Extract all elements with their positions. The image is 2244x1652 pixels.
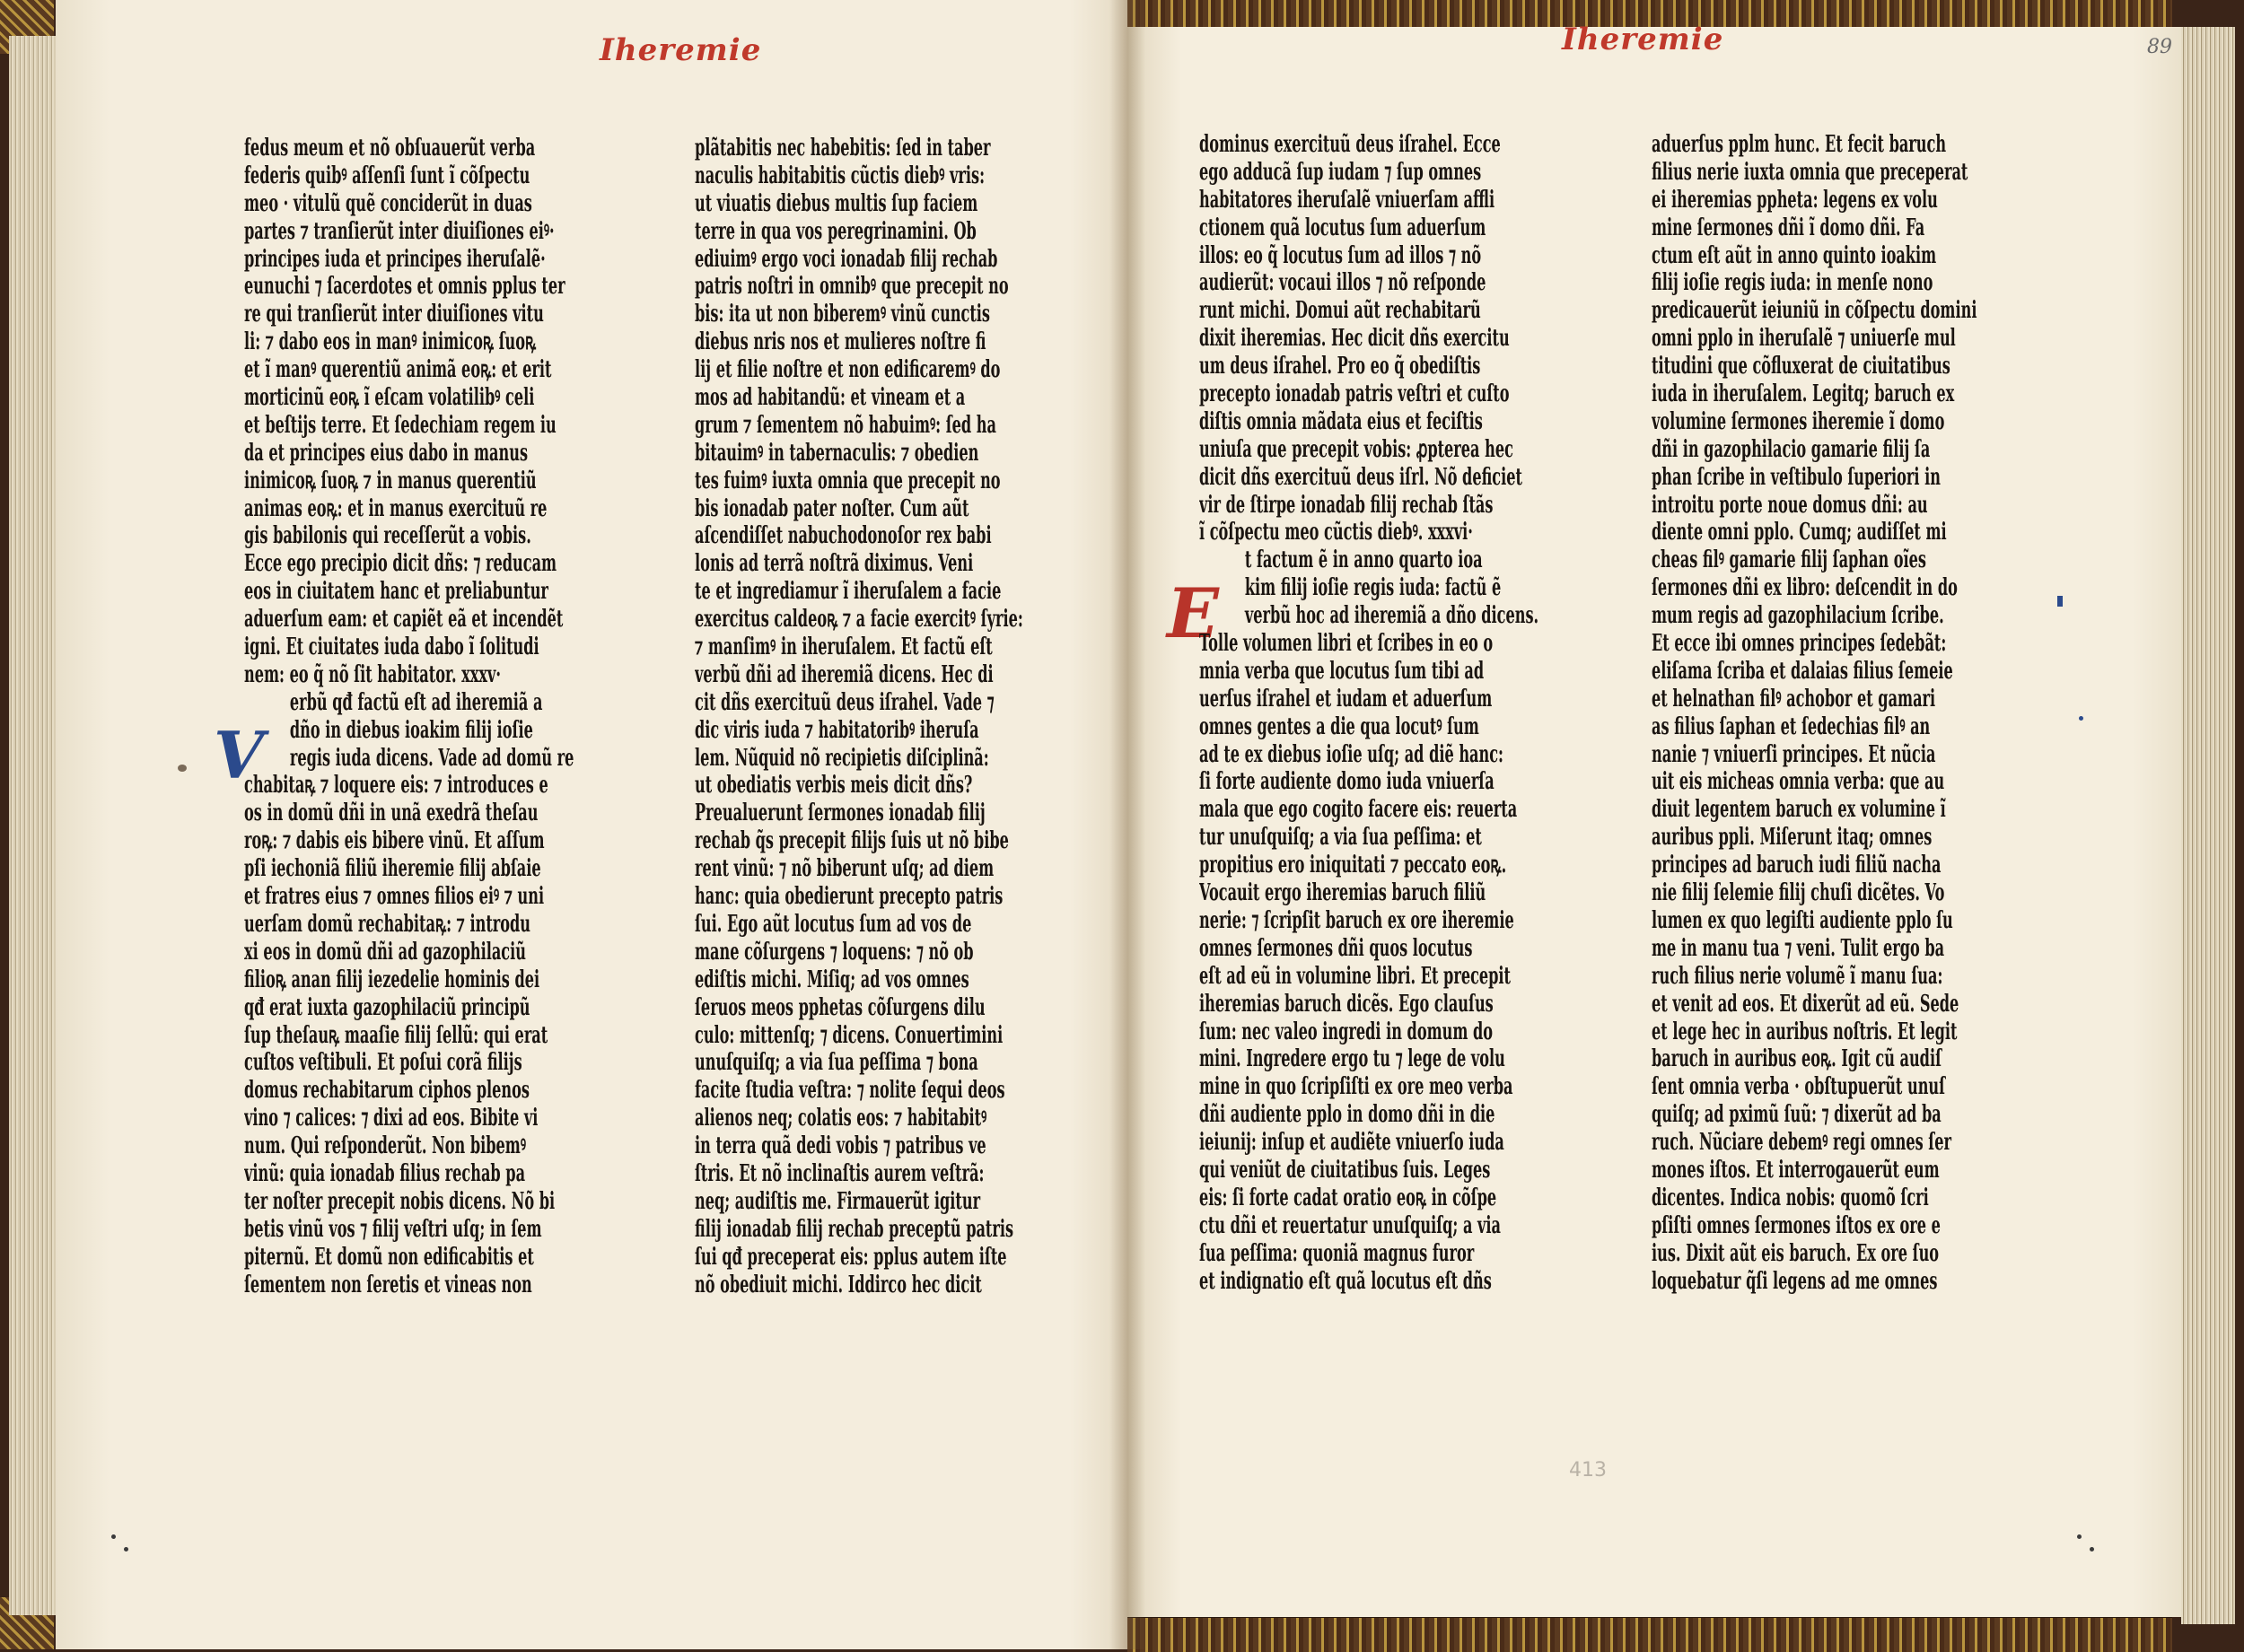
text-line: pſiſti omnes ſermones iſtos ex ore e <box>1652 1211 1941 1239</box>
text-line: et helnathan filꝰ achobor et gamari <box>1652 685 1936 712</box>
text-line: ter noſter precepit nobis dicens. Nõ bi <box>244 1187 556 1215</box>
text-line: igni. Et ciuitates iuda dabo ĩ ſolitudi <box>244 634 539 661</box>
text-line: diſtis omnia mãdata eius et feciſtis <box>1199 407 1483 435</box>
pencil-annotation: 413 <box>1569 1459 1607 1482</box>
text-line: ⁊ manſimꝰ in iheruſalem. Et factũ eſt <box>695 634 993 661</box>
text-line: iuda in iheruſalem. Legitq; baruch ex <box>1652 380 1955 408</box>
text-line: num. Qui reſponderũt. Non bibemꝰ <box>244 1132 527 1160</box>
text-line: mones iſtos. Et interrogauerũt eum <box>1652 1156 1940 1184</box>
text-line: me in manu tua ⁊ veni. Tulit ergo ba <box>1652 934 1945 962</box>
text-line: morticinũ eoꝶ ĩ eſcam volatilibꝰ celi <box>244 384 535 412</box>
text-line: um deus iſrahel. Pro eo q̃ obediſtis <box>1199 353 1481 380</box>
text-line: ſtris. Et nõ inclinaſtis aurem veſtrã: <box>695 1159 985 1187</box>
text-line: uerſam domũ rechabitaꝶ: ⁊ introdu <box>244 910 531 938</box>
text-line: dominus exercituũ deus iſrahel. Ecce <box>1199 131 1501 158</box>
text-line: filioꝶ anan filij iezedelie hominis dei <box>244 966 540 993</box>
text-line: mini. Ingredere ergo tu ⁊ lege de volu <box>1199 1045 1505 1073</box>
text-line: filij ioſie regis iuda: in menſe nono <box>1652 269 1933 297</box>
text-line: ieiunij: inſup et audiẽte vniuerſo iuda <box>1199 1129 1504 1157</box>
text-line: ad te ex diebus ioſie uſq; ad diẽ hanc: <box>1199 740 1503 768</box>
text-line: ruch filius nerie volumẽ ĩ manu ſua: <box>1652 962 1943 990</box>
text-line: uniuſa que precepit vobis: ꝓpterea hec <box>1199 435 1513 463</box>
text-line: nõ obediuit michi. Iddirco hec dicit <box>695 1271 982 1298</box>
text-line: omnes ſermones dñi quos locutus <box>1199 934 1473 962</box>
text-line: li: ⁊ dabo eos in manꝰ inimicoꝶ ſuoꝶ <box>244 328 537 356</box>
text-line: betis vinũ vos ⁊ filij veſtri uſq; in ſem <box>244 1215 542 1243</box>
text-line: eliſama ſcriba et dalaias filius ſemeie <box>1652 657 1953 685</box>
text-line: domus rechabitarum ciphos plenos <box>244 1077 530 1105</box>
text-line: illos: eo q̃ locutus ſum ad illos ⁊ nõ <box>1199 241 1482 269</box>
text-line: propitius ero iniquitati ⁊ peccato eoꝶ. <box>1199 852 1507 879</box>
text-line: ctu dñi et reuertatur unuſquiſq; a via <box>1199 1211 1501 1239</box>
illuminated-initial-e: E <box>1167 573 1219 653</box>
text-line: bitauimꝰ in tabernaculis: ⁊ obedien <box>695 439 979 467</box>
text-line: os in domũ dñi in unã exedrã theſau <box>244 800 539 827</box>
text-line: exercitus caldeoꝶ ⁊ a facie exercitꝰ ſyrie: <box>695 606 1023 634</box>
text-line: nie filij ſelemie filij chuſi dicẽtes. Vo <box>1652 879 1945 907</box>
text-line: as filius ſaphan et ſedechias filꝰ an <box>1652 712 1931 740</box>
text-line: et venit ad eos. Et dixerũt ad eũ. Sede <box>1652 990 1959 1018</box>
text-line: rechab q̃s precepit filijs ſuis ut nõ bibe <box>695 827 1009 855</box>
text-line: roꝶ: ⁊ dabis eis bibere vinũ. Et aſſum <box>244 827 545 855</box>
text-line: mine in quo ſcripſiſti ex ore meo verba <box>1199 1073 1513 1101</box>
text-line: eunuchi ⁊ ſacerdotes et omnis pplus ter <box>244 273 565 301</box>
illuminated-initial-v: V <box>214 717 264 793</box>
text-line: aſcendiſſet nabuchodonoſor rex babi <box>695 522 992 550</box>
text-line: auribus ppli. Miſerunt itaq; omnes <box>1652 824 1933 852</box>
text-line: phan ſcribe in veſtibulo ſuperiori in <box>1652 463 1941 491</box>
text-line: diente omni pplo. Cumq; audiſſet mi <box>1652 519 1947 546</box>
text-line: habitatores iheruſalẽ vniuerſam affli <box>1199 186 1495 214</box>
text-line: mum regis ad gazophilacium ſcribe. <box>1652 602 1944 630</box>
text-line: filij ionadab filij rechab preceptũ patris <box>695 1215 1014 1243</box>
text-line: nerie: ⁊ ſcripſit baruch ex ore iheremie <box>1199 906 1514 934</box>
text-line: tur unuſquiſq; a via ſua peſſima: et <box>1199 824 1482 852</box>
text-line: facite ſtudia veſtra: ⁊ nolite ſequi deos <box>695 1077 1005 1105</box>
text-column-2 <box>695 135 1068 1298</box>
text-line: volumine ſermones iheremie ĩ domo <box>1652 407 1945 435</box>
text-line: unuſquiſq; a via ſua peſſima ⁊ bona <box>695 1049 978 1077</box>
text-line: runt michi. Domui aũt rechabitarũ <box>1199 297 1481 325</box>
text-line: eſt ad eũ in volumine libri. Et precepit <box>1199 962 1511 990</box>
text-line: verbũ hoc ad iheremiã a dño dicens. <box>1244 602 1539 630</box>
text-line: culo: mittenſq; ⁊ dicens. Conuertimini <box>695 1021 1004 1049</box>
text-line: quiſq; ad pximũ ſuũ: ⁊ dixerũt ad ba <box>1652 1101 1942 1129</box>
text-line: naculis habitabitis cũctis diebꝰ vris: <box>695 162 986 189</box>
text-line: te et ingrediamur ĩ iheruſalem a facie <box>695 578 1002 606</box>
text-line: kim filij ioſie regis iuda: factũ ẽ <box>1244 574 1502 602</box>
text-line: patris noſtri in omnibꝰ que precepit no <box>695 273 1009 301</box>
text-line: et indignatio eſt quã locutus eſt dñs <box>1199 1267 1492 1295</box>
text-line: vino ⁊ calices: ⁊ dixi ad eos. Bibite vi <box>244 1105 539 1132</box>
text-line: ſui. Ego aũt locutus ſum ad vos de <box>695 910 972 938</box>
text-line: precepto ionadab patris veſtri et cuſto <box>1199 380 1510 408</box>
text-line: et lege hec in auribus noſtris. Et legit <box>1652 1018 1958 1045</box>
text-line: iheremias baruch dicẽs. Ego clauſus <box>1199 990 1494 1018</box>
text-line: ĩ cõſpectu meo cũctis diebꝰ. xxxvi· <box>1199 519 1473 546</box>
text-line: partes ⁊ tranſierũt inter diuiſiones eiꝰ· <box>244 217 555 245</box>
text-line: aduerſus pplm hunc. Et fecit baruch <box>1652 131 1947 158</box>
text-line: nem: eo q̃ nõ ſit habitator. xxxv· <box>244 660 502 688</box>
text-column-4 <box>1652 131 2025 1295</box>
text-line: eos in ciuitatem hanc et preliabuntur <box>244 578 548 606</box>
text-line: eis: ſi forte cadat oratio eoꝶ in cõſpe <box>1199 1184 1497 1211</box>
text-line: ſermones dñi ex libro: deſcendit in do <box>1652 574 1958 602</box>
text-line: lumen ex quo legiſti audiente pplo ſu <box>1652 906 1953 934</box>
text-line: cuſtos veſtibuli. Et poſui corã filijs <box>244 1049 522 1077</box>
text-line: omnes gentes a die qua locutꝰ ſum <box>1199 712 1479 740</box>
text-line: dicentes. Indica nobis: quomõ ſcri <box>1652 1184 1929 1211</box>
text-line: grum ⁊ ſementem nõ habuimꝰ: ſed ha <box>695 411 996 439</box>
text-line: et beſtijs terre. Et ſedechiam regem iu <box>244 411 557 439</box>
pin-hole <box>124 1547 128 1551</box>
text-line: aduerſum eam: et capiẽt eã et incendẽt <box>244 606 564 634</box>
text-line: et fratres eius ⁊ omnes filios eiꝰ ⁊ uni <box>244 883 545 911</box>
text-line: lonis ad terrã noſtrã diximus. Veni <box>695 550 974 578</box>
text-line: animas eoꝶ: et in manus exercituũ re <box>244 494 548 522</box>
text-line: vir de ſtirpe ionadab filij rechab ſtãs <box>1199 491 1494 519</box>
text-line: ediuimꝰ ergo voci ionadab filij rechab <box>695 245 998 273</box>
gilt-border-bottom <box>1127 1615 2172 1652</box>
text-line: ſi forte audiente domo iuda vniuerſa <box>1199 768 1495 796</box>
text-line: lij et filie noſtre et non edificaremꝰ do <box>695 356 1001 384</box>
text-line: terre in qua vos peregrinamini. Ob <box>695 217 977 245</box>
text-line: diebus nris nos et mulieres noſtre fi <box>695 328 986 356</box>
text-line: rent vinũ: ⁊ nõ biberunt uſq; ad diem <box>695 855 995 883</box>
text-line: t factum ẽ in anno quarto ioa <box>1244 546 1483 574</box>
pin-hole <box>2077 1534 2082 1539</box>
text-line: hanc: quia obedierunt precepto patris <box>695 883 1004 911</box>
text-line: uerſus iſrahel et iudam et aduerſum <box>1199 685 1493 712</box>
text-line: diuit legentem baruch ex volumine ĩ <box>1652 796 1946 824</box>
text-line: mala que ego cogito facere eis: reuerta <box>1199 796 1518 824</box>
text-line: lem. Nũquid nõ recipietis diſciplinã: <box>695 744 989 772</box>
text-line: introitu porte noue domus dñi: au <box>1652 491 1928 519</box>
text-line: titudini que cõfluxerat de ciuitatibus <box>1652 353 1950 380</box>
text-line: bis ionadab pater noſter. Cum aũt <box>695 494 969 522</box>
text-line: re qui tranſierũt inter diuiſiones vitu <box>244 301 544 328</box>
text-line: ſementem non ſeretis et vineas non <box>244 1271 532 1298</box>
text-line: da et principes eius dabo in manus <box>244 439 529 467</box>
text-line: mane cõſurgens ⁊ loquens: ⁊ nõ ob <box>695 938 974 966</box>
text-line: chabitaꝶ ⁊ loquere eis: ⁊ introduces e <box>244 772 548 800</box>
text-line: uit eis micheas omnia verba: que au <box>1652 768 1945 796</box>
book-gutter <box>1109 0 1145 1649</box>
text-line: baruch in auribus eoꝶ. Igit cũ audiſ <box>1652 1045 1942 1073</box>
text-line: ſui qđ preceperat eis: pplus autem iſte <box>695 1243 1007 1271</box>
text-line: dicit dñs exercituũ deus iſrl. Nõ deficiet <box>1199 463 1522 491</box>
text-line: ſum: nec valeo ingredi in domum do <box>1199 1018 1494 1045</box>
text-line: inimicoꝶ ſuoꝶ ⁊ in manus querentiũ <box>244 467 537 494</box>
text-line: ſua peſſima: quoniã magnus furor <box>1199 1239 1475 1267</box>
text-line: omni pplo in iheruſalẽ ⁊ uniuerſe mul <box>1652 325 1956 353</box>
text-line: piternũ. Et domũ non edificabitis et <box>244 1243 534 1271</box>
text-line: ſeruos meos pphetas cõſurgens dilu <box>695 993 986 1021</box>
text-line: dic viris iuda ⁊ habitatoribꝰ iheruſa <box>695 716 979 744</box>
text-line: ediſtis michi. Miſiq; ad vos omnes <box>695 966 969 993</box>
text-line: neq; audiſtis me. Firmauerũt igitur <box>695 1187 981 1215</box>
text-line: dño in diebus ioakim filij ioſie <box>289 716 533 744</box>
text-line: fedus meum et nõ obſuauerũt verba <box>244 135 536 162</box>
text-line: filius nerie iuxta omnia que preceperat <box>1652 158 1968 186</box>
text-line: ei iheremias ppheta: legens ex volu <box>1652 186 1938 214</box>
text-line: Ecce ego precipio dicit dñs: ⁊ reducam <box>244 550 557 578</box>
text-line: Preualuerunt ſermones ionadab filij <box>695 800 986 827</box>
text-line: loquebatur q̃ſi legens ad me omnes <box>1652 1267 1938 1295</box>
text-line: pſi iechoniã filiũ iheremie filij abſaie <box>244 855 541 883</box>
text-line: bis: ita ut non biberemꝰ vinũ cunctis <box>695 301 991 328</box>
text-line: verbũ dñi ad iheremiã dicens. Hec di <box>695 660 994 688</box>
text-line: ruch. Nũciare debemꝰ regi omnes ſer <box>1652 1129 1951 1157</box>
text-line: qui veniũt de ciuitatibus ſuis. Leges <box>1199 1156 1491 1184</box>
text-line: predicauerũt ieiuniũ in cõſpectu domini <box>1652 297 1977 325</box>
text-line: ut viuatis diebus multis ſup faciem <box>695 189 978 217</box>
text-line: alienos neq; colatis eos: ⁊ habitabitꝰ <box>695 1105 987 1132</box>
text-line: regis iuda dicens. Vade ad domũ re <box>289 744 574 772</box>
text-line: dñi in gazophilacio gamarie filij ſa <box>1652 435 1931 463</box>
text-line: vinũ: quia ionadab filius rechab pa <box>244 1159 526 1187</box>
text-line: ut obediatis verbis meis dicit dñs? <box>695 772 973 800</box>
text-column-1 <box>244 135 618 1298</box>
text-line: ſup theſauꝶ maaſie filij ſellũ: qui erat <box>244 1021 548 1049</box>
text-line: erbũ qđ factũ eſt ad iheremiã a <box>289 688 543 716</box>
text-line: xi eos in domũ dñi ad gazophilaciũ <box>244 938 526 966</box>
text-line: audierũt: vocaui illos ⁊ nõ reſponde <box>1199 269 1486 297</box>
text-line: ctionem quã locutus ſum aduerſum <box>1199 214 1486 241</box>
text-line: in terra quã dedi vobis ⁊ patribus ve <box>695 1132 986 1160</box>
pin-hole <box>2090 1547 2094 1551</box>
text-line: principes ad baruch iudi filiũ nacha <box>1652 852 1942 879</box>
text-line: mos ad habitandũ: et vineam et a <box>695 384 966 412</box>
page-edges-right <box>2181 27 2235 1624</box>
folio-number: 89 <box>2147 36 2172 58</box>
text-line: Tolle volumen libri et ſcribes in eo o <box>1199 630 1494 658</box>
margin-dot <box>2079 716 2083 721</box>
running-head-right: Iheremie <box>1562 22 1724 57</box>
text-line: ego adducã ſup iudam ⁊ ſup omnes <box>1199 158 1482 186</box>
margin-mark <box>2057 596 2063 607</box>
text-line: nanie ⁊ vniuerſi principes. Et nũcia <box>1652 740 1936 768</box>
text-line: et ĩ manꝰ querentiũ animã eoꝶ: et erit <box>244 356 552 384</box>
text-line: mnia verba que locutus ſum tibi ad <box>1199 657 1485 685</box>
text-line: federis quibꝰ aſſenſi ſunt ĩ cõſpectu <box>244 162 530 189</box>
text-line: Et ecce ibi omnes principes ſedebãt: <box>1652 630 1947 658</box>
text-line: qđ erat iuxta gazophilaciũ principũ <box>244 993 530 1021</box>
text-line: gis babilonis qui receſſerũt a vobis. <box>244 522 531 550</box>
text-line: cheas filꝰ gamarie filij ſaphan oĩes <box>1652 546 1927 574</box>
text-line: Vocauit ergo iheremias baruch filiũ <box>1199 879 1486 907</box>
text-line: tes fuimꝰ iuxta omnia que precepit no <box>695 467 1001 494</box>
text-line: dñi audiente pplo in domo dñi in die <box>1199 1101 1495 1129</box>
text-line: ſent omnia verba · obſtupuerũt unuſ <box>1652 1073 1946 1101</box>
text-line: ius. Dixit aũt eis baruch. Ex ore ſuo <box>1652 1239 1940 1267</box>
text-line: plãtabitis nec habebitis: ſed in taber <box>695 135 991 162</box>
text-line: dixit iheremias. Hec dicit dñs exercitu <box>1199 325 1510 353</box>
page-edges-left <box>9 36 58 1615</box>
text-column-3 <box>1199 131 1573 1295</box>
ink-spot <box>178 765 187 772</box>
text-line: mine ſermones dñi ĩ domo dñi. Fa <box>1652 214 1925 241</box>
pin-hole <box>111 1534 116 1539</box>
text-line: ctum eſt aũt in anno quinto ioakim <box>1652 241 1937 269</box>
text-line: meo · vitulũ quẽ conciderũt in duas <box>244 189 532 217</box>
text-line: cit dñs exercituũ deus iſrahel. Vade ⁊ <box>695 688 995 716</box>
running-head-left: Iheremie <box>600 32 762 68</box>
text-line: principes iuda et principes iheruſalẽ· <box>244 245 546 273</box>
